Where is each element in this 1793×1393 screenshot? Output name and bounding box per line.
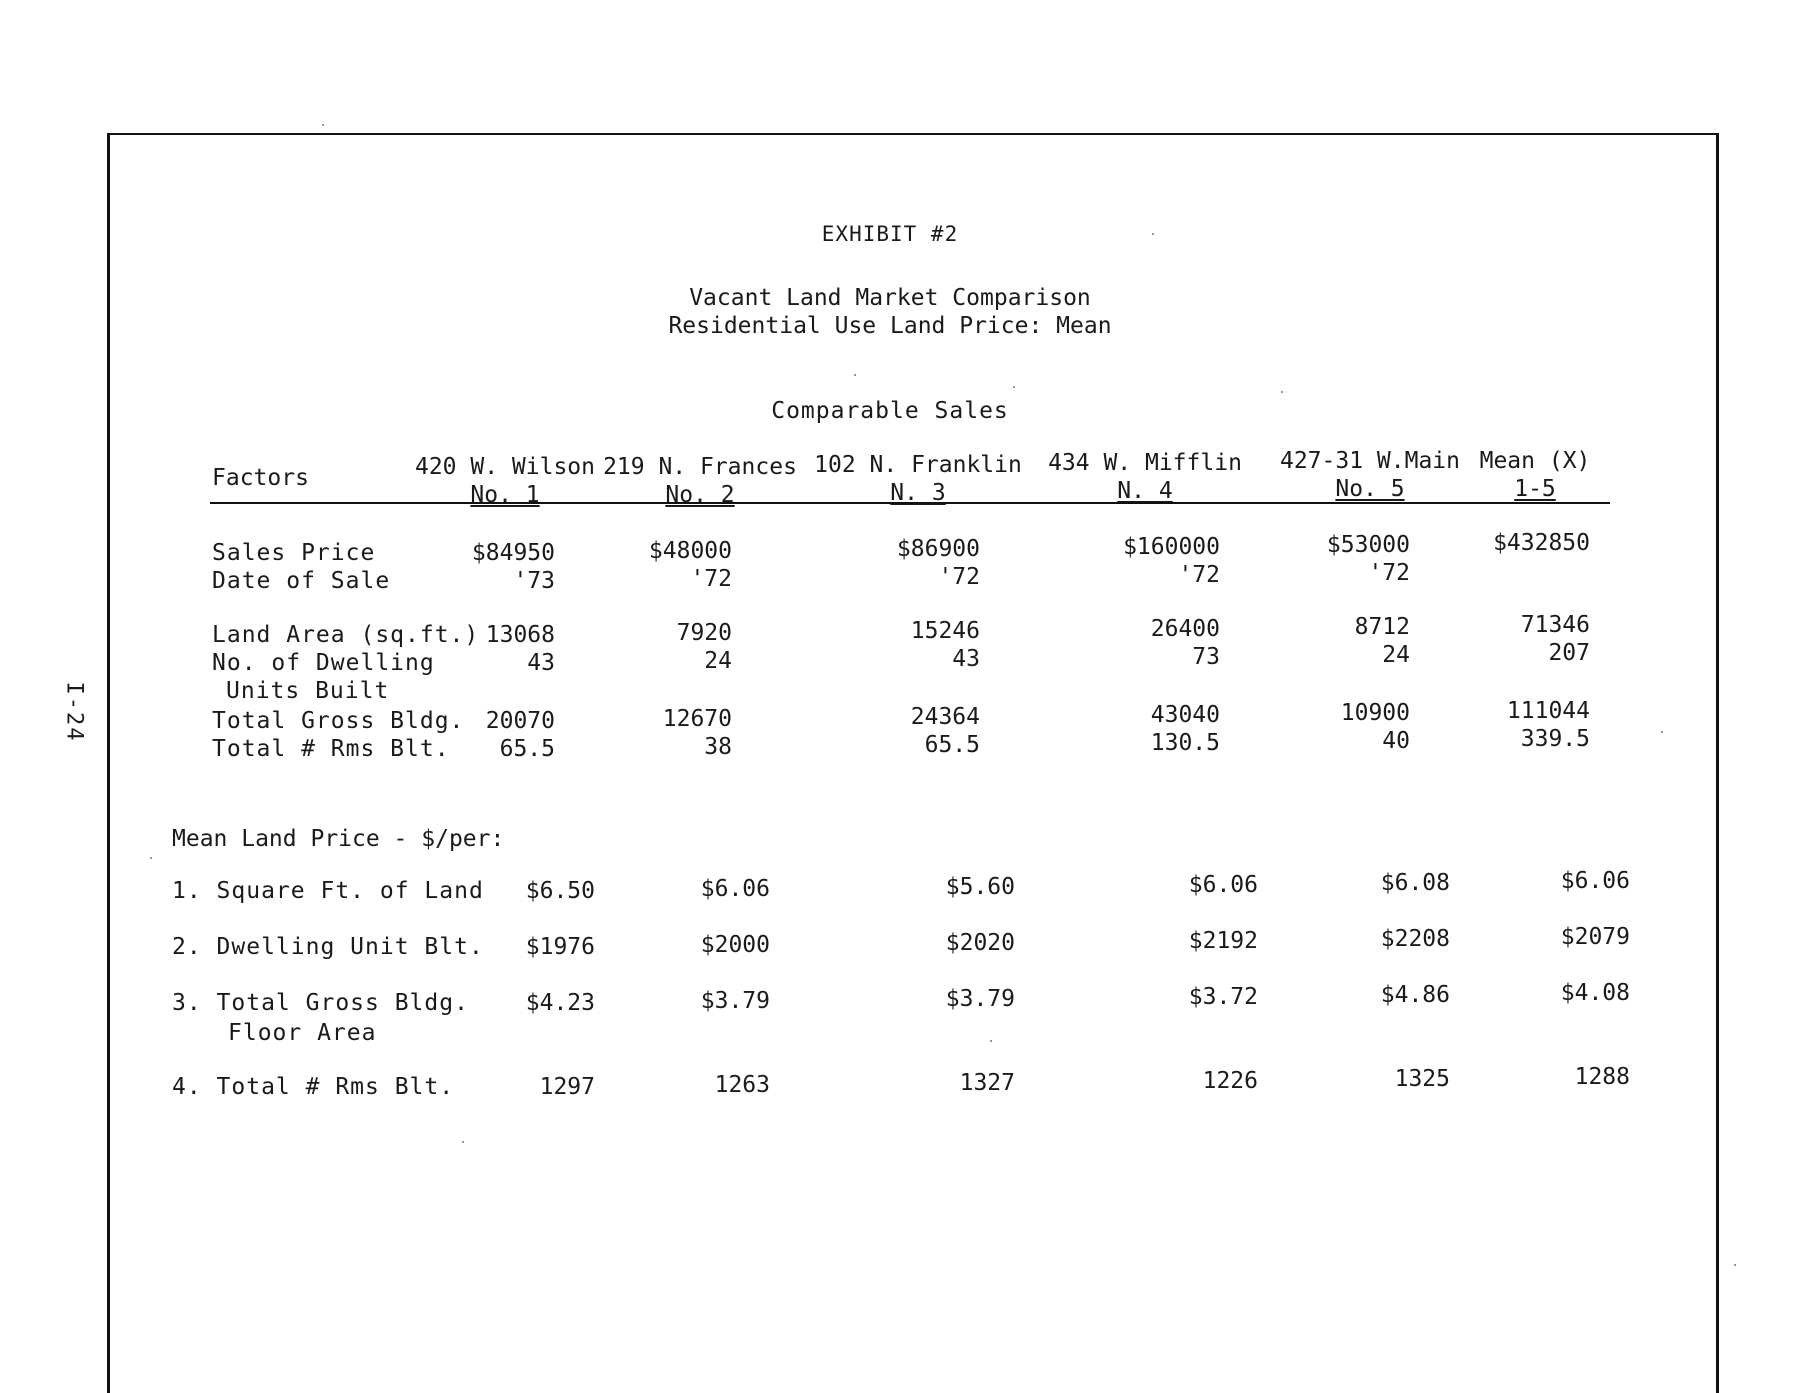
column-address-1: 420 W. Wilson: [414, 454, 596, 480]
price-value: $6.06: [1188, 872, 1258, 898]
price-row-label: 4. Total # Rms Blt.: [172, 1074, 455, 1100]
price-row-label: 3. Total Gross Bldg.: [172, 990, 469, 1016]
factor-value: 65.5: [499, 736, 555, 762]
price-value: $2192: [1188, 928, 1258, 954]
price-value: 1297: [539, 1074, 595, 1100]
factor-value: $160000: [1123, 534, 1220, 560]
factor-value: $86900: [896, 536, 980, 562]
factor-label: Total Gross Bldg.: [212, 708, 465, 734]
column-address-5: 427-31 W.Main: [1279, 448, 1461, 474]
factor-value: 24364: [910, 704, 980, 730]
factor-value: 26400: [1150, 616, 1220, 642]
factor-label: Land Area (sq.ft.): [212, 622, 480, 648]
exhibit-label: EXHIBIT #2: [821, 222, 959, 246]
factor-label: Date of Sale: [212, 568, 391, 594]
price-value: $3.79: [700, 988, 770, 1014]
factor-value: $53000: [1326, 532, 1410, 558]
header-rule: [210, 502, 1610, 504]
column-number-1: No. 1: [470, 482, 540, 508]
column-address-2: 219 N. Frances: [603, 454, 797, 480]
price-value: $2208: [1380, 926, 1450, 952]
price-value: $4.23: [525, 990, 595, 1016]
price-row-label-continued: Floor Area: [228, 1020, 377, 1046]
factor-value: 24: [704, 648, 732, 674]
factor-value: 130.5: [1150, 730, 1220, 756]
factor-value: 15246: [910, 618, 980, 644]
price-value: $4.86: [1380, 982, 1450, 1008]
column-address-6: Mean (X): [1479, 448, 1591, 474]
factor-value: '72: [1178, 562, 1220, 588]
price-value: $6.50: [525, 878, 595, 904]
column-address-4: 434 W. Mifflin: [1048, 450, 1242, 476]
factor-value: '72: [938, 564, 980, 590]
factor-value: $48000: [648, 538, 732, 564]
factor-value: 43: [527, 650, 555, 676]
factor-value: 13068: [485, 622, 555, 648]
column-number-2: No. 2: [665, 482, 735, 508]
price-value: $1976: [525, 934, 595, 960]
price-value: 1325: [1394, 1066, 1450, 1092]
price-value: $6.06: [1560, 868, 1630, 894]
factor-value: 38: [704, 734, 732, 760]
factor-value: 12670: [662, 706, 732, 732]
factor-label: Total # Rms Blt.: [212, 736, 450, 762]
factor-value: $432850: [1493, 530, 1590, 556]
price-value: $2020: [945, 930, 1015, 956]
price-value: $6.08: [1380, 870, 1450, 896]
title-line-2: Residential Use Land Price: Mean: [668, 313, 1112, 339]
factor-value: 207: [1548, 640, 1590, 666]
price-value: 1226: [1202, 1068, 1258, 1094]
factor-value: '72: [690, 566, 732, 592]
page-number: I-24: [61, 681, 87, 743]
price-value: $4.08: [1560, 980, 1630, 1006]
title-line-1: Vacant Land Market Comparison: [689, 285, 1091, 311]
factor-value: 339.5: [1520, 726, 1590, 752]
factor-value: 111044: [1506, 698, 1590, 724]
column-number-3: N. 3: [890, 480, 946, 506]
price-value: 1327: [959, 1070, 1015, 1096]
price-value: 1263: [714, 1072, 770, 1098]
factor-value: 43: [952, 646, 980, 672]
price-value: $2000: [700, 932, 770, 958]
factor-value: '73: [513, 568, 555, 594]
price-value: $3.72: [1188, 984, 1258, 1010]
price-value: $6.06: [700, 876, 770, 902]
price-value: $2079: [1560, 924, 1630, 950]
factor-value: 8712: [1354, 614, 1410, 640]
section-heading: Comparable Sales: [771, 398, 1009, 424]
factor-value: 43040: [1150, 702, 1220, 728]
price-value: 1288: [1574, 1064, 1630, 1090]
factor-value: 40: [1382, 728, 1410, 754]
factor-label-continued: Units Built: [226, 678, 390, 704]
factor-value: '72: [1368, 560, 1410, 586]
factor-label: No. of Dwelling: [212, 650, 435, 676]
price-value: $3.79: [945, 986, 1015, 1012]
column-address-3: 102 N. Franklin: [814, 452, 1022, 478]
factor-value: 71346: [1520, 612, 1590, 638]
factor-value: 65.5: [924, 732, 980, 758]
factor-label: Sales Price: [212, 540, 376, 566]
factor-value: 24: [1382, 642, 1410, 668]
factor-value: 10900: [1340, 700, 1410, 726]
price-value: $5.60: [945, 874, 1015, 900]
factor-value: 20070: [485, 708, 555, 734]
factors-header: Factors: [212, 465, 309, 491]
price-row-label: 1. Square Ft. of Land: [172, 878, 484, 904]
price-row-label: 2. Dwelling Unit Blt.: [172, 934, 484, 960]
column-number-5: No. 5: [1335, 476, 1405, 502]
column-number-4: N. 4: [1117, 478, 1173, 504]
factor-value: 7920: [676, 620, 732, 646]
factor-value: $84950: [471, 540, 555, 566]
mean-heading: Mean Land Price - $/per:: [172, 826, 505, 852]
factor-value: 73: [1192, 644, 1220, 670]
column-number-6: 1-5: [1514, 476, 1556, 502]
